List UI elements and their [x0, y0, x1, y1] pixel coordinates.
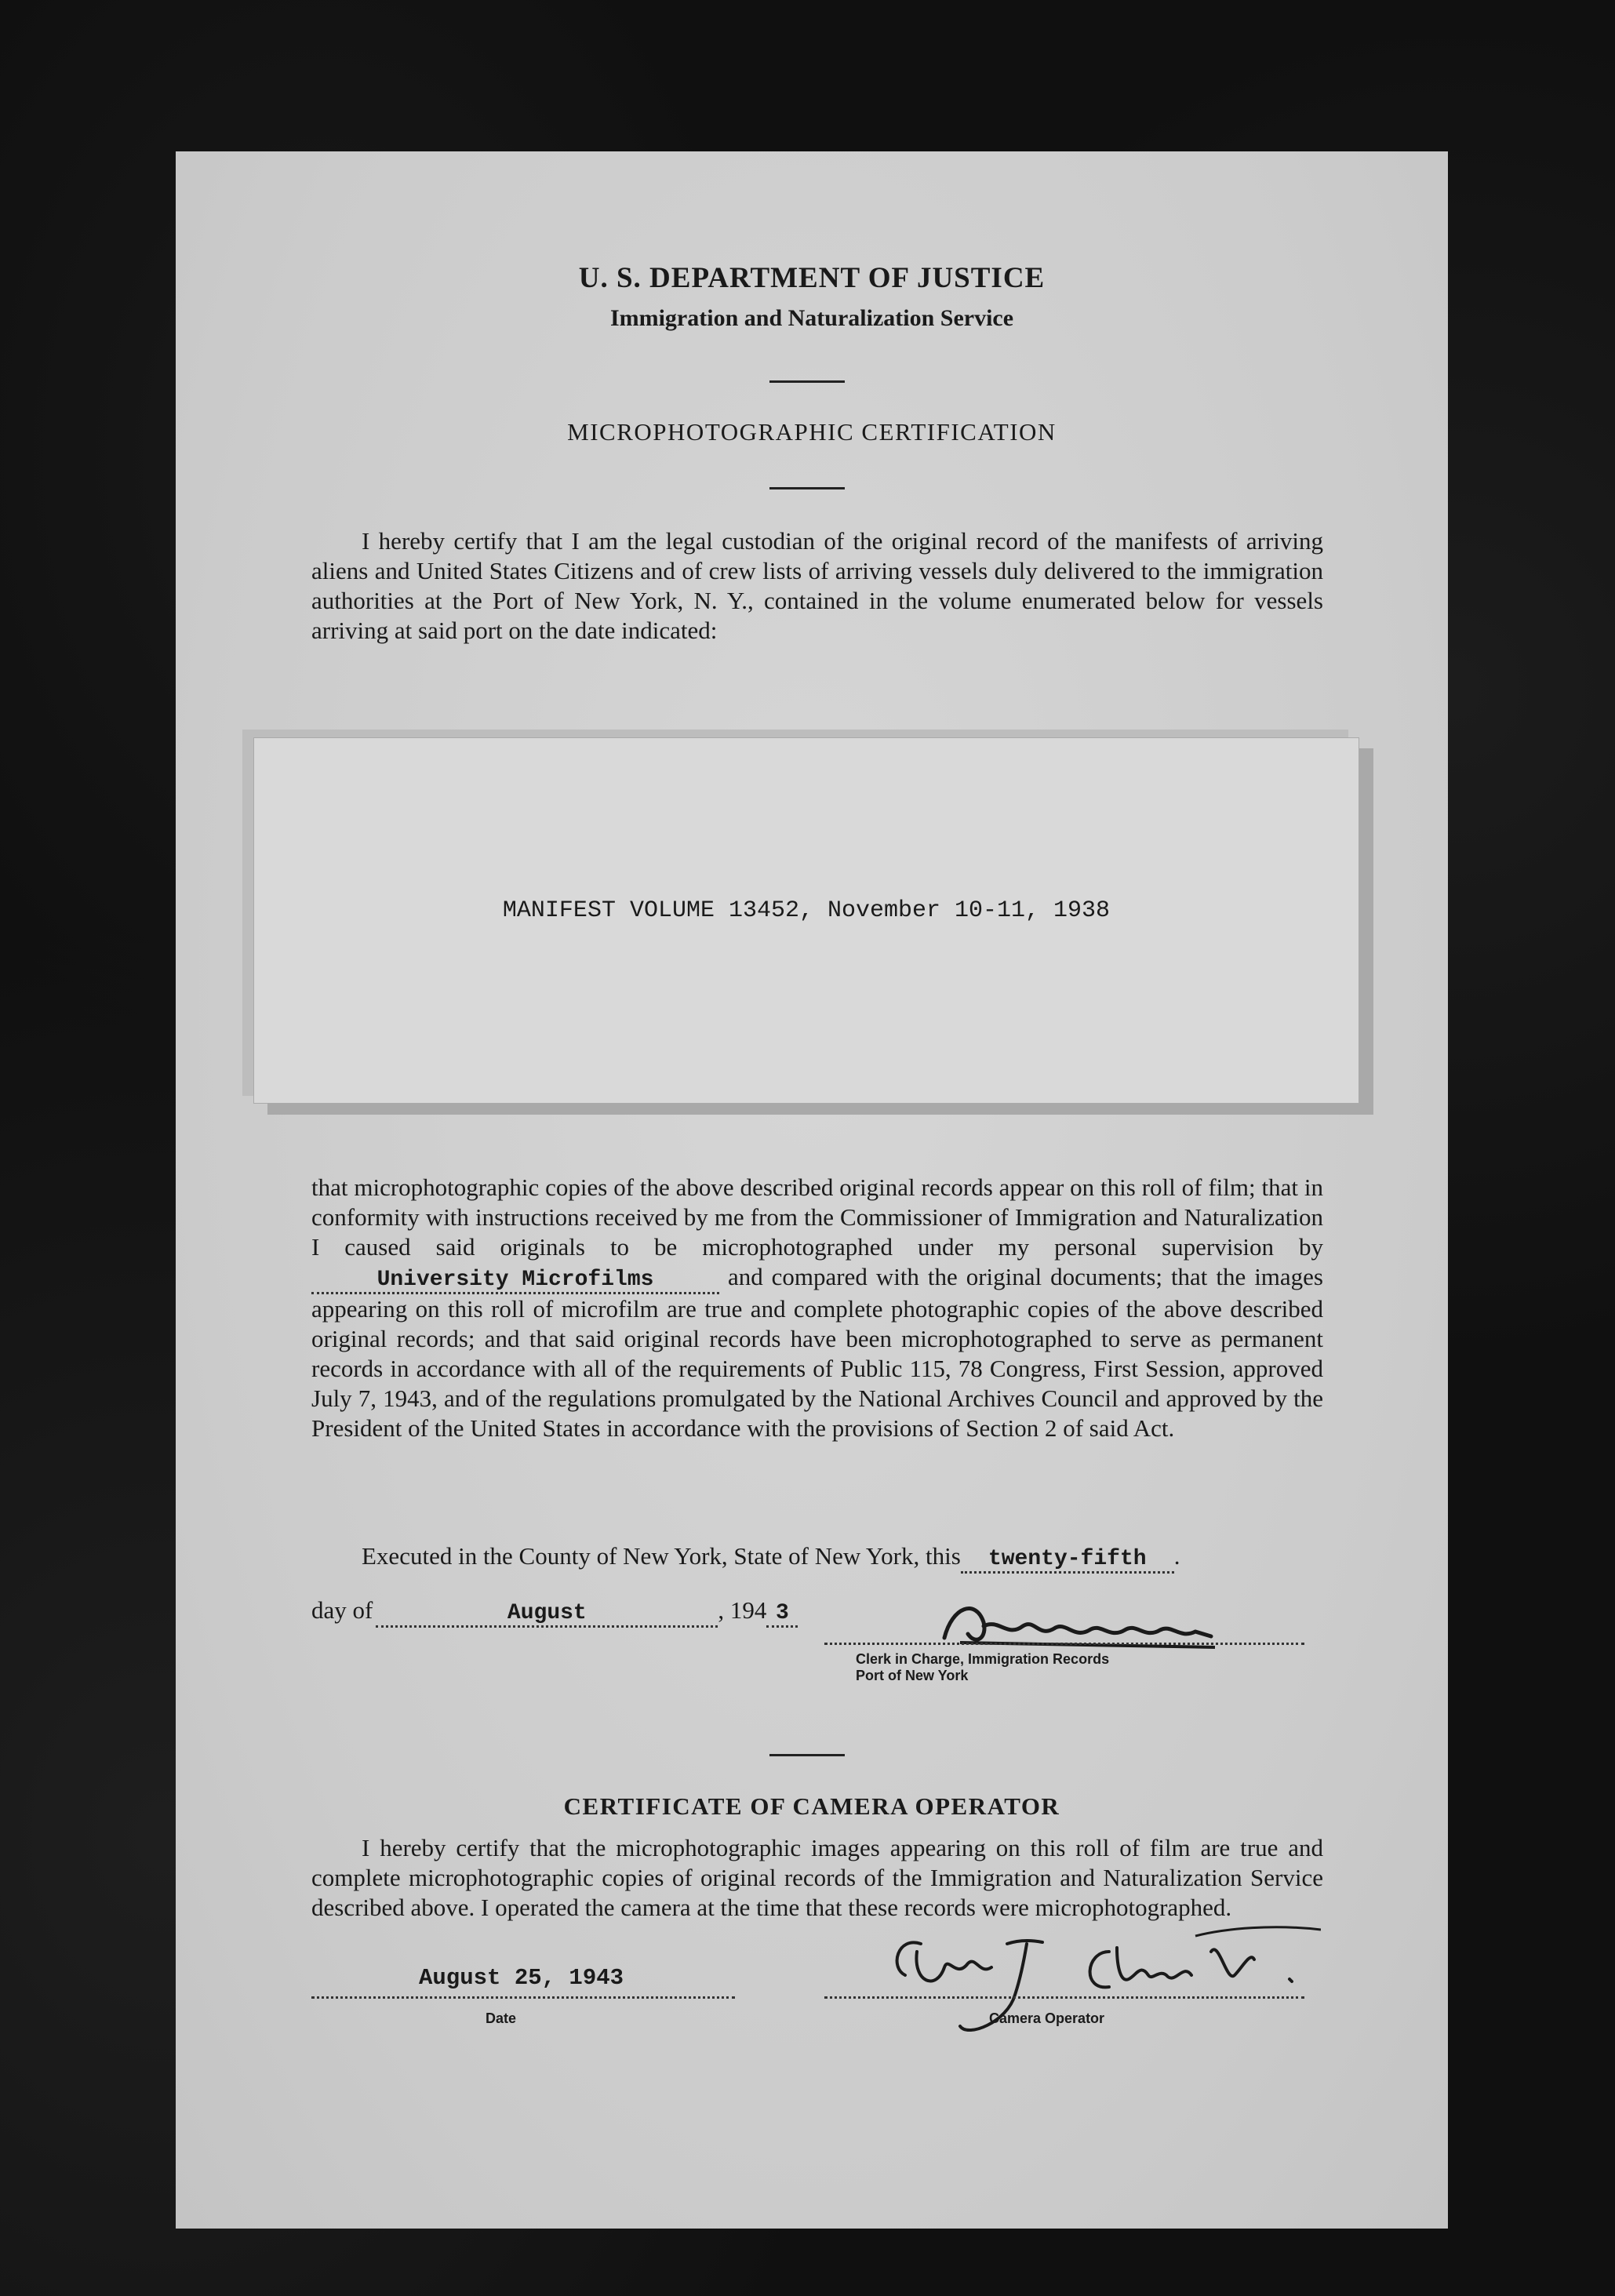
body-text-part1: that microphotographic copies of the above described original records appear on this roll of film; that in conformity with instructions received by me from the Commissioner of Immigration and Naturalization I caused said originals to be microphotographed under my personal supervision by [311, 1173, 1323, 1261]
year-digit-field: 3 [766, 1602, 798, 1628]
certification-title: MICROPHOTOGRAPHIC CERTIFICATION [567, 418, 1057, 446]
divider [769, 1754, 845, 1756]
month-field: August [376, 1602, 718, 1628]
intro-paragraph: I hereby certify that I am the legal custodian of the original record of the manifests of arriving aliens and United States Citizens and of crew lists of arriving vessels duly delivered to the immigration authorities at the Port of New York, N. Y., contained in the volume enumerated below for vessels arriving at said port on the date indicated: [311, 527, 1323, 644]
clerk-signature-line [824, 1643, 1304, 1645]
execution-prefix: Executed in the County of New York, State of New York, this [362, 1542, 961, 1570]
day-field: twenty-fifth [961, 1548, 1174, 1574]
certificate-page [176, 151, 1448, 2229]
divider [769, 380, 845, 383]
manifest-inset-card [253, 737, 1359, 1104]
year-prefix: , 194 [718, 1596, 767, 1624]
certification-body [311, 1173, 1323, 1443]
date-label: Date [486, 2010, 517, 2026]
camera-operator-label: Camera Operator [989, 2010, 1105, 2026]
manifest-volume-line: MANIFEST VOLUME 13452, November 10-11, 1938 [502, 897, 1111, 924]
service-subheading: Immigration and Naturalization Service [609, 305, 1014, 331]
department-heading: U. S. DEPARTMENT OF JUSTICE [578, 262, 1046, 294]
camera-date-value: August 25, 1943 [419, 1965, 624, 1991]
clerk-caption [856, 1651, 1109, 1684]
camera-operator-signature-line [824, 1996, 1304, 1999]
date-line-rule [311, 1996, 735, 1999]
camera-certificate-paragraph: I hereby certify that the microphotographic images appearing on this roll of film are true and complete microphotographic copies of original records of the Immigration and Naturalization Service described above. I operated the camera at the time that these records were microphotographed. [311, 1834, 1323, 1921]
camera-certificate-title: CERTIFICATE OF CAMERA OPERATOR [563, 1792, 1060, 1820]
date-line [311, 1596, 798, 1628]
divider [769, 487, 845, 489]
photographer-field: University Microfilms [311, 1268, 719, 1294]
execution-line: Executed in the County of New York, State of New York, this twenty-fifth . [362, 1542, 1180, 1574]
clerk-caption-title: Clerk in Charge, Immigration Records [856, 1651, 1110, 1667]
body-text-part2: and compared with the original documents; that the images appearing on this roll of microfilm are true and complete photographic copies of the above described original records; and that said original records have been microphotographed to serve as permanent records in accordance with all of the requirements of Public 115, 78 Congress, First Session, approved July 7, 1943, and of the regulations promulgated by the National Archives Council and approved by the President of the United States in accordance with the provisions of Section 2 of said Act. [311, 1263, 1324, 1442]
day-of-label: day of [311, 1596, 373, 1624]
clerk-caption-location: Port of New York [856, 1668, 969, 1683]
